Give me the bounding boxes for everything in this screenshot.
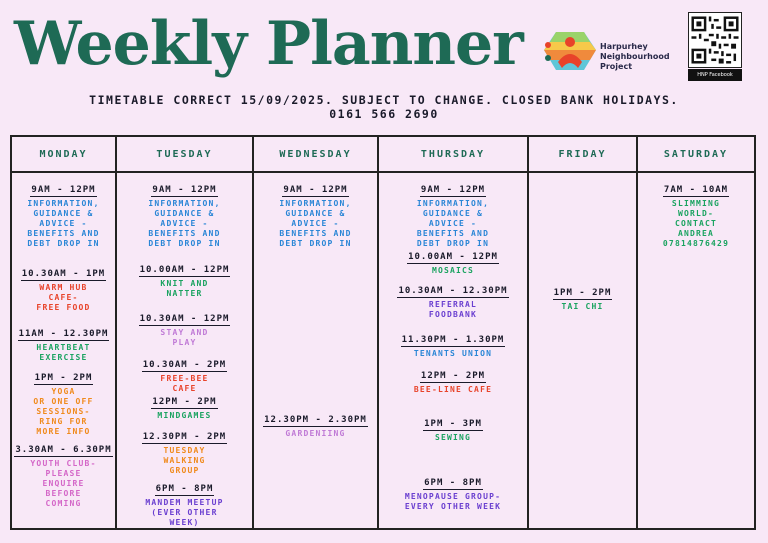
event-item xyxy=(379,177,527,249)
event-item xyxy=(379,470,527,512)
event-item xyxy=(12,261,115,313)
event-item xyxy=(12,177,115,249)
event-time: 3.30AM - 6.30PM xyxy=(15,445,112,455)
event-time: 12.30PM - 2PM xyxy=(142,432,227,442)
event-item xyxy=(117,257,252,299)
event-description: REFERRAL FOODBANK xyxy=(428,300,478,319)
event-item xyxy=(379,411,527,443)
event-item xyxy=(117,352,252,394)
event-description: TENANTS UNION xyxy=(413,349,493,358)
event-item xyxy=(379,244,527,276)
day-column-saturday xyxy=(638,137,754,528)
event-time: 11AM - 12.30PM xyxy=(18,329,109,339)
phone-number: 0161 566 2690 xyxy=(329,107,439,121)
event-time: 9AM - 12PM xyxy=(283,185,348,195)
event-description: WARM HUB CAFE- FREE FOOD xyxy=(36,283,91,312)
event-description: MOSAICS xyxy=(431,266,475,275)
event-item xyxy=(117,389,252,421)
event-description: GARDENIING xyxy=(285,429,346,438)
event-time: 11.30PM - 1.30PM xyxy=(401,335,505,345)
event-time: 10.30AM - 12PM xyxy=(139,314,230,324)
event-time: 9AM - 12PM xyxy=(420,185,486,195)
event-description: INFORMATION, GUIDANCE & ADVICE - BENEFITS AND DEBT DROP IN xyxy=(279,199,352,248)
event-item xyxy=(117,306,252,348)
event-time: 12PM - 2PM xyxy=(152,397,217,407)
qr-label: HNP Facebook xyxy=(688,69,742,81)
day-column-wednesday xyxy=(254,137,379,528)
day-column-monday xyxy=(12,137,117,528)
event-description: MENOPAUSE GROUP- EVERY OTHER WEEK xyxy=(404,492,502,511)
event-description: BEE-LINE CAFE xyxy=(413,385,493,394)
event-item xyxy=(379,363,527,395)
qr-code-icon[interactable] xyxy=(688,12,742,68)
day-header: SATURDAY xyxy=(638,137,754,173)
event-item xyxy=(379,327,527,359)
timetable-notice xyxy=(0,93,768,121)
event-item xyxy=(12,321,115,363)
event-item xyxy=(117,476,252,528)
event-time: 10.00AM - 12PM xyxy=(408,252,498,262)
event-item xyxy=(12,365,115,437)
event-description: YOGA OR ONE OFF SESSIONS- RING FOR MORE INFO xyxy=(33,387,94,436)
day-header: THURSDAY xyxy=(379,137,527,173)
page-title: Weekly Planner xyxy=(14,9,523,79)
event-item xyxy=(117,424,252,476)
event-time: 7AM - 10AM xyxy=(663,185,729,195)
notice-text: TIMETABLE CORRECT 15/09/2025. SUBJECT TO CHANGE. CLOSED BANK HOLIDAYS. xyxy=(89,93,679,107)
day-header: WEDNESDAY xyxy=(254,137,377,173)
event-description: TUESDAY WALKING GROUP xyxy=(163,446,206,475)
event-time: 10.30AM - 1PM xyxy=(21,269,106,279)
event-description: KNIT AND NATTER xyxy=(160,279,209,298)
event-description: TAI CHI xyxy=(561,302,604,311)
event-time: 9AM - 12PM xyxy=(152,185,217,195)
event-time: 10.30AM - 12.30PM xyxy=(398,286,508,296)
org-name: Harpurhey Neighbourhood Project xyxy=(600,42,670,71)
event-item xyxy=(254,407,377,439)
event-item xyxy=(117,177,252,249)
day-column-thursday xyxy=(379,137,529,528)
day-column-friday xyxy=(529,137,638,528)
day-header: TUESDAY xyxy=(117,137,252,173)
event-description: SEWING xyxy=(434,433,472,442)
event-description: INFORMATION, GUIDANCE & ADVICE - BENEFITS AND DEBT DROP IN xyxy=(27,199,100,248)
event-description: STAY AND PLAY xyxy=(160,328,209,347)
day-column-tuesday xyxy=(117,137,254,528)
event-time: 10.30AM - 2PM xyxy=(142,360,227,370)
event-time: 1PM - 3PM xyxy=(424,419,482,429)
event-description: MANDEM MEETUP (EVER OTHER WEEK) xyxy=(145,498,224,527)
event-description: MINDGAMES xyxy=(157,411,212,420)
event-description: HEARTBEAT EXERCISE xyxy=(36,343,91,362)
event-item xyxy=(638,177,754,249)
timetable-grid xyxy=(10,135,756,530)
event-item xyxy=(529,280,636,312)
event-time: 1PM - 2PM xyxy=(553,288,612,298)
event-description: SLIMMING WORLD- CONTACT ANDREA 07814876429 xyxy=(662,199,730,248)
event-time: 9AM - 12PM xyxy=(31,185,96,195)
event-time: 12.30PM - 2.30PM xyxy=(264,415,367,425)
event-time: 6PM - 8PM xyxy=(155,484,214,494)
day-header: FRIDAY xyxy=(529,137,636,173)
event-description: YOUTH CLUB- PLEASE ENQUIRE BEFORE COMING xyxy=(30,459,97,508)
event-time: 12PM - 2PM xyxy=(420,371,486,381)
event-time: 6PM - 8PM xyxy=(424,478,482,488)
event-time: 1PM - 2PM xyxy=(34,373,93,383)
event-description: FREE-BEE CAFE xyxy=(160,374,209,393)
event-item xyxy=(254,177,377,249)
event-item xyxy=(12,437,115,509)
event-description: INFORMATION, GUIDANCE & ADVICE - BENEFITS AND DEBT DROP IN xyxy=(416,199,490,248)
event-description: INFORMATION, GUIDANCE & ADVICE - BENEFITS AND DEBT DROP IN xyxy=(148,199,221,248)
hnp-logo-icon xyxy=(542,28,598,74)
day-header: MONDAY xyxy=(12,137,115,173)
event-item xyxy=(379,278,527,320)
event-time: 10.00AM - 12PM xyxy=(139,265,230,275)
